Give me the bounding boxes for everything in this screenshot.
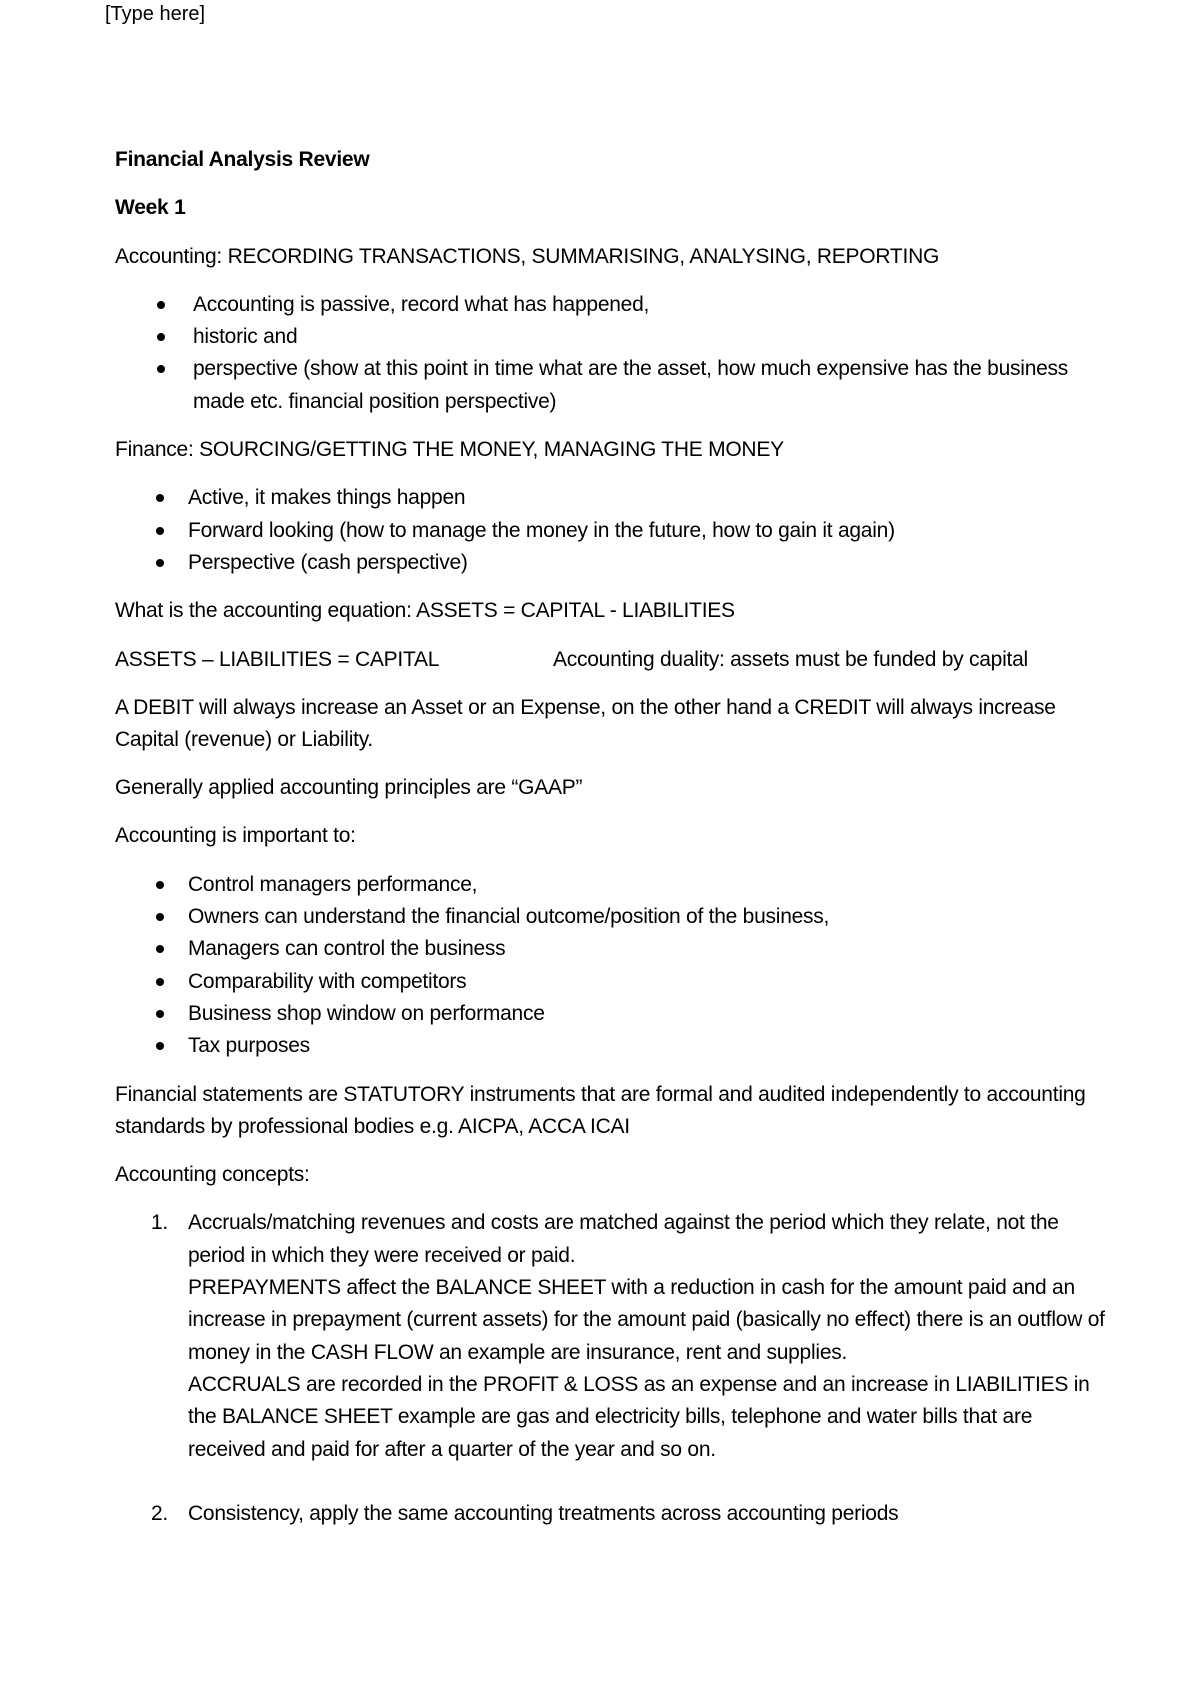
list-item: Accounting is passive, record what has happened, xyxy=(115,289,1105,321)
list-item xyxy=(115,1207,1105,1465)
importance-bullet-list xyxy=(115,869,1105,1063)
financial-statements-paragraph: Financial statements are STATUTORY instruments that are formal and audited independently to accounting standards by professional bodies e.g. AICPA, ACCA ICAI xyxy=(115,1082,1086,1138)
document-body xyxy=(115,144,1105,1562)
list-item: historic and xyxy=(115,321,1105,353)
list-item: Managers can control the business xyxy=(115,933,1105,965)
debit-credit-paragraph: A DEBIT will always increase an Asset or an Expense, on the other hand a CREDIT will always increase Capital (revenue) or Liability. xyxy=(115,695,1056,751)
document-title: Financial Analysis Review xyxy=(115,148,370,171)
concept-main-text: Accruals/matching revenues and costs are matched against the period which they relate, not the period in which they were received or paid. xyxy=(188,1211,1059,1267)
list-number: 2. xyxy=(151,1501,169,1525)
accounting-definition: Accounting: RECORDING TRANSACTIONS, SUMMARISING, ANALYSING, REPORTING xyxy=(115,244,940,268)
importance-intro: Accounting is important to: xyxy=(115,824,356,848)
concepts-intro: Accounting concepts: xyxy=(115,1163,310,1187)
list-number: 1. xyxy=(151,1211,169,1235)
list-item: Perspective (cash perspective) xyxy=(115,547,1105,579)
accounting-equation: What is the accounting equation: ASSETS = CAPITAL - LIABILITIES xyxy=(115,599,735,623)
list-item: Active, it makes things happen xyxy=(115,482,1105,514)
finance-definition: Finance: SOURCING/GETTING THE MONEY, MANAGING THE MONEY xyxy=(115,438,784,462)
accruals-text: ACCRUALS are recorded in the PROFIT & LOSS as an expense and an increase in LIABILITIES in the BALANCE SHEET example are gas and electricity bills, telephone and water bills that are received and paid for after a quarter of the year and so on. xyxy=(188,1372,1090,1461)
accounting-bullet-list xyxy=(115,289,1105,418)
finance-bullet-list xyxy=(115,482,1105,579)
header-placeholder: [Type here] xyxy=(105,3,206,25)
concepts-numbered-list xyxy=(115,1207,1105,1530)
list-item: Forward looking (how to manage the money in the future, how to gain it again) xyxy=(115,515,1105,547)
list-item: Owners can understand the financial outcome/position of the business, xyxy=(115,901,1105,933)
duality-equation: ASSETS – LIABILITIES = CAPITAL xyxy=(115,647,440,671)
gaap-paragraph: Generally applied accounting principles are “GAAP” xyxy=(115,776,583,800)
duality-note: Accounting duality: assets must be funded by capital xyxy=(553,647,1028,671)
list-item xyxy=(115,1498,1105,1530)
concept-main-text: Consistency, apply the same accounting treatments across accounting periods xyxy=(188,1501,899,1525)
list-item: Control managers performance, xyxy=(115,869,1105,901)
week-heading: Week 1 xyxy=(115,196,186,220)
list-item: Business shop window on performance xyxy=(115,998,1105,1030)
duality-line xyxy=(115,644,1105,676)
list-item: Tax purposes xyxy=(115,1030,1105,1062)
list-item: perspective (show at this point in time what are the asset, how much expensive has the business made etc. financial position perspective) xyxy=(115,353,1105,418)
prepayments-text: PREPAYMENTS affect the BALANCE SHEET with a reduction in cash for the amount paid and an increase in prepayment (current assets) for the amount paid (basically no effect) there is an outflow of money in the CASH FLOW an example are insurance, rent and supplies. xyxy=(188,1276,1105,1364)
list-item: Comparability with competitors xyxy=(115,966,1105,998)
